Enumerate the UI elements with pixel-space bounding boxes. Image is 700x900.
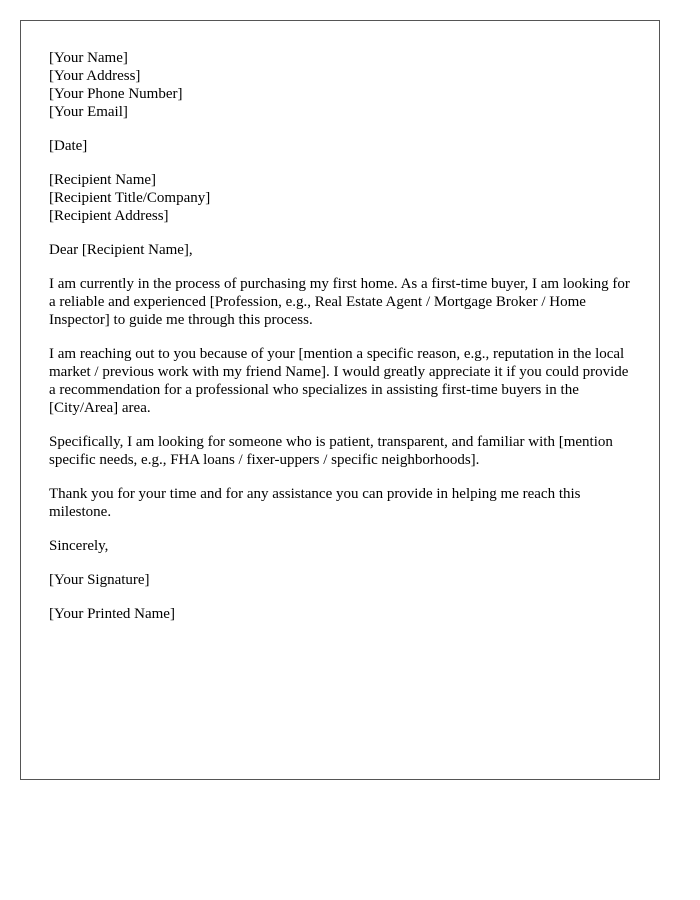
closing: Sincerely, <box>49 538 109 554</box>
sender-address: [Your Address] <box>49 68 141 84</box>
letter-content <box>49 49 633 639</box>
recipient-address: [Recipient Address] <box>49 208 169 224</box>
salutation: Dear [Recipient Name], <box>49 242 193 258</box>
sender-phone: [Your Phone Number] <box>49 86 183 102</box>
body-paragraph-2: I am reaching out to you because of your [mention a specific reason, e.g., reputation in the local market / previous work with my friend Name]. I would greatly appreciate it if you could provide a recommendation for a professional who specializes in assisting first-time buyers in the [City/Area] area. <box>49 346 629 416</box>
recipient-name: [Recipient Name] <box>49 172 157 188</box>
body-paragraph-1: I am currently in the process of purchasing my first home. As a first-time buyer, I am looking for a reliable and experienced [Profession, e.g., Real Estate Agent / Mortgage Broker / Home Inspector] to guide me through this process. <box>49 276 630 328</box>
sender-block <box>49 49 633 121</box>
printed-name: [Your Printed Name] <box>49 606 175 622</box>
body-paragraph-3: Specifically, I am looking for someone who is patient, transparent, and familiar with [mention specific needs, e.g., FHA loans / fixer-uppers / specific neighborhoods]. <box>49 434 613 468</box>
body-paragraph-4: Thank you for your time and for any assistance you can provide in helping me reach this milestone. <box>49 486 581 520</box>
sender-name: [Your Name] <box>49 50 128 66</box>
sender-email: [Your Email] <box>49 104 128 120</box>
recipient-block <box>49 171 633 225</box>
letter-page <box>20 20 660 780</box>
recipient-title-company: [Recipient Title/Company] <box>49 190 211 206</box>
signature: [Your Signature] <box>49 572 150 588</box>
date-block <box>49 137 633 155</box>
letter-date: [Date] <box>49 138 88 154</box>
